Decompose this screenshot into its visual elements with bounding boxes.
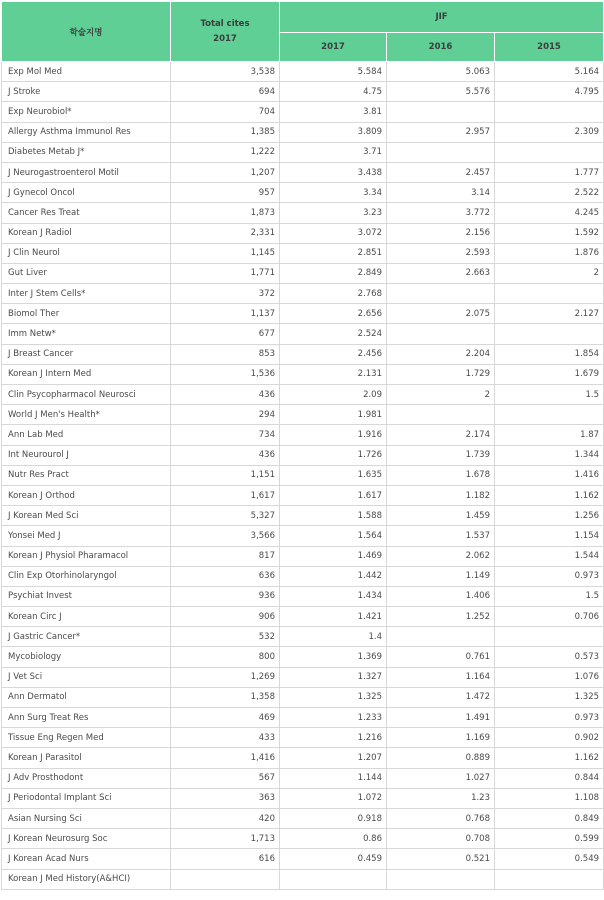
journal-name-cell: J Periodontal Implant Sci <box>2 788 171 808</box>
total-cites-cell: 1,269 <box>171 667 280 687</box>
table-row <box>2 708 604 728</box>
journal-name-cell: World J Men's Health* <box>2 405 171 425</box>
total-cites-cell: 5,327 <box>171 506 280 526</box>
total-cites-cell: 372 <box>171 284 280 304</box>
table-row <box>2 122 604 142</box>
jif-2015-cell: 5.164 <box>495 62 604 82</box>
jif-2015-cell: 2.309 <box>495 122 604 142</box>
table-row <box>2 162 604 182</box>
jif-2016-cell: 2.062 <box>387 546 495 566</box>
jif-header: JIF <box>280 2 604 33</box>
jif-2015-cell: 1.5 <box>495 586 604 606</box>
table-row <box>2 82 604 102</box>
jif-2015-cell: 0.902 <box>495 728 604 748</box>
jif-2017-cell: 1.325 <box>280 687 387 707</box>
jif-2015-cell <box>495 405 604 425</box>
year-header-2015: 2015 <box>495 33 604 62</box>
jif-2017-cell: 5.584 <box>280 62 387 82</box>
journal-name-cell: J Neurogastroenterol Motil <box>2 162 171 182</box>
jif-2017-cell: 0.459 <box>280 849 387 869</box>
table-row <box>2 62 604 82</box>
table-header <box>2 2 604 62</box>
table-row <box>2 607 604 627</box>
table-row <box>2 526 604 546</box>
jif-2016-cell: 1.149 <box>387 566 495 586</box>
journal-name-cell: Korean J Parasitol <box>2 748 171 768</box>
journal-name-cell: Gut Liver <box>2 263 171 283</box>
jif-2016-cell: 0.768 <box>387 808 495 828</box>
total-cites-cell: 1,617 <box>171 485 280 505</box>
jif-2017-cell: 3.072 <box>280 223 387 243</box>
jif-2016-cell <box>387 324 495 344</box>
table-row <box>2 748 604 768</box>
jif-2016-cell: 1.182 <box>387 485 495 505</box>
jif-2016-cell: 1.472 <box>387 687 495 707</box>
table-row <box>2 263 604 283</box>
total-cites-cell: 3,538 <box>171 62 280 82</box>
total-cites-cell: 1,207 <box>171 162 280 182</box>
jif-2015-cell: 0.573 <box>495 647 604 667</box>
jif-2017-cell: 1.233 <box>280 708 387 728</box>
journal-name-cell: J Korean Med Sci <box>2 506 171 526</box>
jif-2017-cell: 2.851 <box>280 243 387 263</box>
jif-2015-cell <box>495 142 604 162</box>
total-cites-cell: 3,566 <box>171 526 280 546</box>
journal-name-cell: Korean J Intern Med <box>2 364 171 384</box>
table-body <box>2 62 604 890</box>
jif-2015-cell: 1.679 <box>495 364 604 384</box>
year-header-2017: 2017 <box>280 33 387 62</box>
jif-2016-cell <box>387 869 495 889</box>
journal-name-cell: Nutr Res Pract <box>2 465 171 485</box>
table-row <box>2 344 604 364</box>
jif-2017-cell: 2.656 <box>280 304 387 324</box>
jif-2017-cell: 1.617 <box>280 485 387 505</box>
table-row <box>2 465 604 485</box>
journal-name-cell: Exp Neurobiol* <box>2 102 171 122</box>
jif-2017-cell: 1.981 <box>280 405 387 425</box>
jif-2017-cell: 3.81 <box>280 102 387 122</box>
jif-2016-cell: 5.063 <box>387 62 495 82</box>
journal-name-cell: J Vet Sci <box>2 667 171 687</box>
journal-name-cell: J Adv Prosthodont <box>2 768 171 788</box>
total-cites-cell: 1,385 <box>171 122 280 142</box>
jif-2015-cell: 4.795 <box>495 82 604 102</box>
table-row <box>2 768 604 788</box>
jif-2016-cell: 2.075 <box>387 304 495 324</box>
jif-2017-cell: 3.438 <box>280 162 387 182</box>
total-cites-cell: 1,771 <box>171 263 280 283</box>
jif-2016-cell: 2.156 <box>387 223 495 243</box>
jif-2017-cell: 2.09 <box>280 385 387 405</box>
table-row <box>2 324 604 344</box>
jif-2015-cell: 1.777 <box>495 162 604 182</box>
total-cites-cell: 1,873 <box>171 203 280 223</box>
jif-2017-cell: 1.072 <box>280 788 387 808</box>
total-cites-cell: 906 <box>171 607 280 627</box>
jif-2017-cell: 2.131 <box>280 364 387 384</box>
jif-2015-cell: 4.245 <box>495 203 604 223</box>
jif-2016-cell: 0.708 <box>387 829 495 849</box>
table-row <box>2 849 604 869</box>
journal-name-cell: J Gastric Cancer* <box>2 627 171 647</box>
jif-2016-cell: 1.164 <box>387 667 495 687</box>
jif-2015-cell: 2 <box>495 263 604 283</box>
journal-name-cell: Tissue Eng Regen Med <box>2 728 171 748</box>
jif-2016-cell: 1.459 <box>387 506 495 526</box>
table-row <box>2 687 604 707</box>
total-cites-cell: 1,713 <box>171 829 280 849</box>
table-row <box>2 445 604 465</box>
table-row <box>2 647 604 667</box>
total-cites-cell: 2,331 <box>171 223 280 243</box>
total-cites-cell: 704 <box>171 102 280 122</box>
jif-2016-cell <box>387 102 495 122</box>
table-row <box>2 788 604 808</box>
journal-name-cell: Asian Nursing Sci <box>2 808 171 828</box>
journal-name-cell: Korean Circ J <box>2 607 171 627</box>
jif-2016-cell: 1.537 <box>387 526 495 546</box>
journal-name-cell: Yonsei Med J <box>2 526 171 546</box>
jif-2016-cell <box>387 627 495 647</box>
journal-name-cell: Ann Dermatol <box>2 687 171 707</box>
table-row <box>2 284 604 304</box>
total-cites-cell: 694 <box>171 82 280 102</box>
table-row <box>2 485 604 505</box>
jif-2017-cell: 2.849 <box>280 263 387 283</box>
table-row <box>2 142 604 162</box>
jif-2017-cell: 1.327 <box>280 667 387 687</box>
jif-2015-cell: 0.973 <box>495 708 604 728</box>
jif-2016-cell: 1.729 <box>387 364 495 384</box>
jif-2017-cell: 0.918 <box>280 808 387 828</box>
jif-2017-cell: 1.207 <box>280 748 387 768</box>
total-cites-cell: 294 <box>171 405 280 425</box>
journal-name-cell: Clin Exp Otorhinolaryngol <box>2 566 171 586</box>
jif-2017-cell: 3.34 <box>280 183 387 203</box>
journal-name-cell: Mycobiology <box>2 647 171 667</box>
jif-2015-cell: 0.599 <box>495 829 604 849</box>
journal-name-cell: J Clin Neurol <box>2 243 171 263</box>
jif-2016-cell: 5.576 <box>387 82 495 102</box>
table-row <box>2 829 604 849</box>
jif-2016-cell: 2.204 <box>387 344 495 364</box>
jif-2015-cell: 0.549 <box>495 849 604 869</box>
jif-2016-cell: 2.174 <box>387 425 495 445</box>
year-header-2016: 2016 <box>387 33 495 62</box>
table-row <box>2 203 604 223</box>
total-cites-cell: 1,151 <box>171 465 280 485</box>
journal-name-cell: Ann Surg Treat Res <box>2 708 171 728</box>
jif-2015-cell: 1.325 <box>495 687 604 707</box>
journal-name-cell: J Breast Cancer <box>2 344 171 364</box>
table-row <box>2 405 604 425</box>
jif-2017-cell: 1.144 <box>280 768 387 788</box>
table-row <box>2 385 604 405</box>
jif-2017-cell: 1.635 <box>280 465 387 485</box>
table-row <box>2 728 604 748</box>
jif-2016-cell: 1.169 <box>387 728 495 748</box>
total-cites-cell: 1,416 <box>171 748 280 768</box>
journal-name-cell: J Stroke <box>2 82 171 102</box>
jif-2015-cell: 1.544 <box>495 546 604 566</box>
total-cites-header: Total cites 2017 <box>171 2 280 62</box>
total-cites-cell: 567 <box>171 768 280 788</box>
jif-2017-cell: 1.442 <box>280 566 387 586</box>
journal-name-cell: Korean J Med History(A&HCI) <box>2 869 171 889</box>
jif-2016-cell: 1.739 <box>387 445 495 465</box>
jif-2015-cell: 0.706 <box>495 607 604 627</box>
total-cites-cell: 469 <box>171 708 280 728</box>
total-cites-cell: 1,145 <box>171 243 280 263</box>
jif-2015-cell: 1.162 <box>495 485 604 505</box>
total-cites-cell: 957 <box>171 183 280 203</box>
total-cites-cell: 817 <box>171 546 280 566</box>
jif-2017-cell <box>280 869 387 889</box>
jif-2017-cell: 1.726 <box>280 445 387 465</box>
journal-name-cell: Clin Psycopharmacol Neurosci <box>2 385 171 405</box>
total-cites-cell: 363 <box>171 788 280 808</box>
jif-2015-cell: 2.522 <box>495 183 604 203</box>
total-cites-cell: 734 <box>171 425 280 445</box>
jif-2016-cell: 2 <box>387 385 495 405</box>
journal-name-cell: J Gynecol Oncol <box>2 183 171 203</box>
jif-2017-cell: 4.75 <box>280 82 387 102</box>
total-cites-cell: 420 <box>171 808 280 828</box>
jif-2015-cell: 1.87 <box>495 425 604 445</box>
jif-2016-cell: 0.521 <box>387 849 495 869</box>
jif-2016-cell: 1.252 <box>387 607 495 627</box>
jif-2015-cell <box>495 284 604 304</box>
jif-2016-cell: 2.663 <box>387 263 495 283</box>
jif-2015-cell: 1.592 <box>495 223 604 243</box>
table-row <box>2 546 604 566</box>
jif-2015-cell: 1.416 <box>495 465 604 485</box>
total-cites-cell: 436 <box>171 385 280 405</box>
jif-2016-cell: 2.957 <box>387 122 495 142</box>
jif-2016-cell: 0.761 <box>387 647 495 667</box>
journal-name-cell: Diabetes Metab J* <box>2 142 171 162</box>
jif-2017-cell: 2.768 <box>280 284 387 304</box>
jif-2017-cell: 2.524 <box>280 324 387 344</box>
jif-2015-cell: 0.849 <box>495 808 604 828</box>
jif-2015-cell: 1.5 <box>495 385 604 405</box>
table-row <box>2 102 604 122</box>
journal-name-cell: Exp Mol Med <box>2 62 171 82</box>
jif-2016-cell: 3.14 <box>387 183 495 203</box>
jif-2016-cell: 1.406 <box>387 586 495 606</box>
jif-2017-cell: 1.4 <box>280 627 387 647</box>
jif-2017-cell: 1.369 <box>280 647 387 667</box>
jif-2015-cell: 1.108 <box>495 788 604 808</box>
table-row <box>2 223 604 243</box>
total-cites-cell: 853 <box>171 344 280 364</box>
jif-2017-cell: 1.564 <box>280 526 387 546</box>
journal-name-cell: Korean J Physiol Pharamacol <box>2 546 171 566</box>
total-cites-cell: 936 <box>171 586 280 606</box>
jif-2017-cell: 3.23 <box>280 203 387 223</box>
jif-2017-cell: 1.469 <box>280 546 387 566</box>
table-row <box>2 627 604 647</box>
total-cites-cell: 1,358 <box>171 687 280 707</box>
jif-2017-cell: 2.456 <box>280 344 387 364</box>
jif-2017-cell: 1.588 <box>280 506 387 526</box>
table-row <box>2 566 604 586</box>
total-cites-cell: 1,222 <box>171 142 280 162</box>
jif-2017-cell: 1.434 <box>280 586 387 606</box>
jif-2015-cell: 1.154 <box>495 526 604 546</box>
jif-2016-cell: 2.457 <box>387 162 495 182</box>
jif-2016-cell: 3.772 <box>387 203 495 223</box>
table-row <box>2 243 604 263</box>
journal-header: 학술지명 <box>2 2 171 62</box>
total-cites-cell: 436 <box>171 445 280 465</box>
journal-name-cell: J Korean Acad Nurs <box>2 849 171 869</box>
table-row <box>2 304 604 324</box>
jif-2015-cell <box>495 627 604 647</box>
jif-2016-cell: 1.491 <box>387 708 495 728</box>
journal-name-cell: Imm Netw* <box>2 324 171 344</box>
jif-2015-cell <box>495 102 604 122</box>
jif-2017-cell: 1.216 <box>280 728 387 748</box>
total-cites-cell <box>171 869 280 889</box>
journal-name-cell: Biomol Ther <box>2 304 171 324</box>
table-row <box>2 869 604 889</box>
jif-2016-cell <box>387 284 495 304</box>
jif-table <box>1 1 604 890</box>
jif-2015-cell: 1.162 <box>495 748 604 768</box>
total-cites-cell: 1,536 <box>171 364 280 384</box>
table-row <box>2 506 604 526</box>
total-cites-cell: 677 <box>171 324 280 344</box>
jif-2016-cell: 1.678 <box>387 465 495 485</box>
total-cites-cell: 616 <box>171 849 280 869</box>
total-cites-cell: 433 <box>171 728 280 748</box>
journal-name-cell: Ann Lab Med <box>2 425 171 445</box>
jif-2017-cell: 1.421 <box>280 607 387 627</box>
jif-2015-cell: 0.973 <box>495 566 604 586</box>
table-row <box>2 586 604 606</box>
jif-2016-cell <box>387 142 495 162</box>
table-row <box>2 425 604 445</box>
table-row <box>2 667 604 687</box>
jif-2017-cell: 3.809 <box>280 122 387 142</box>
journal-name-cell: J Korean Neurosurg Soc <box>2 829 171 849</box>
jif-2015-cell <box>495 869 604 889</box>
table-row <box>2 183 604 203</box>
total-cites-cell: 1,137 <box>171 304 280 324</box>
jif-2015-cell: 1.344 <box>495 445 604 465</box>
journal-name-cell: Allergy Asthma Immunol Res <box>2 122 171 142</box>
jif-2015-cell <box>495 324 604 344</box>
journal-name-cell: Int Neurourol J <box>2 445 171 465</box>
total-cites-cell: 800 <box>171 647 280 667</box>
journal-name-cell: Korean J Radiol <box>2 223 171 243</box>
jif-2016-cell <box>387 405 495 425</box>
jif-2016-cell: 0.889 <box>387 748 495 768</box>
journal-name-cell: Psychiat Invest <box>2 586 171 606</box>
jif-2017-cell: 3.71 <box>280 142 387 162</box>
journal-name-cell: Cancer Res Treat <box>2 203 171 223</box>
table-row <box>2 808 604 828</box>
total-cites-cell: 532 <box>171 627 280 647</box>
jif-2016-cell: 1.027 <box>387 768 495 788</box>
jif-2016-cell: 1.23 <box>387 788 495 808</box>
jif-2016-cell: 2.593 <box>387 243 495 263</box>
journal-name-cell: Inter J Stem Cells* <box>2 284 171 304</box>
jif-2015-cell: 1.256 <box>495 506 604 526</box>
jif-2015-cell: 0.844 <box>495 768 604 788</box>
total-cites-cell: 636 <box>171 566 280 586</box>
jif-2015-cell: 1.854 <box>495 344 604 364</box>
jif-2017-cell: 0.86 <box>280 829 387 849</box>
jif-2017-cell: 1.916 <box>280 425 387 445</box>
journal-name-cell: Korean J Orthod <box>2 485 171 505</box>
jif-2015-cell: 1.076 <box>495 667 604 687</box>
jif-2015-cell: 2.127 <box>495 304 604 324</box>
jif-2015-cell: 1.876 <box>495 243 604 263</box>
table-row <box>2 364 604 384</box>
